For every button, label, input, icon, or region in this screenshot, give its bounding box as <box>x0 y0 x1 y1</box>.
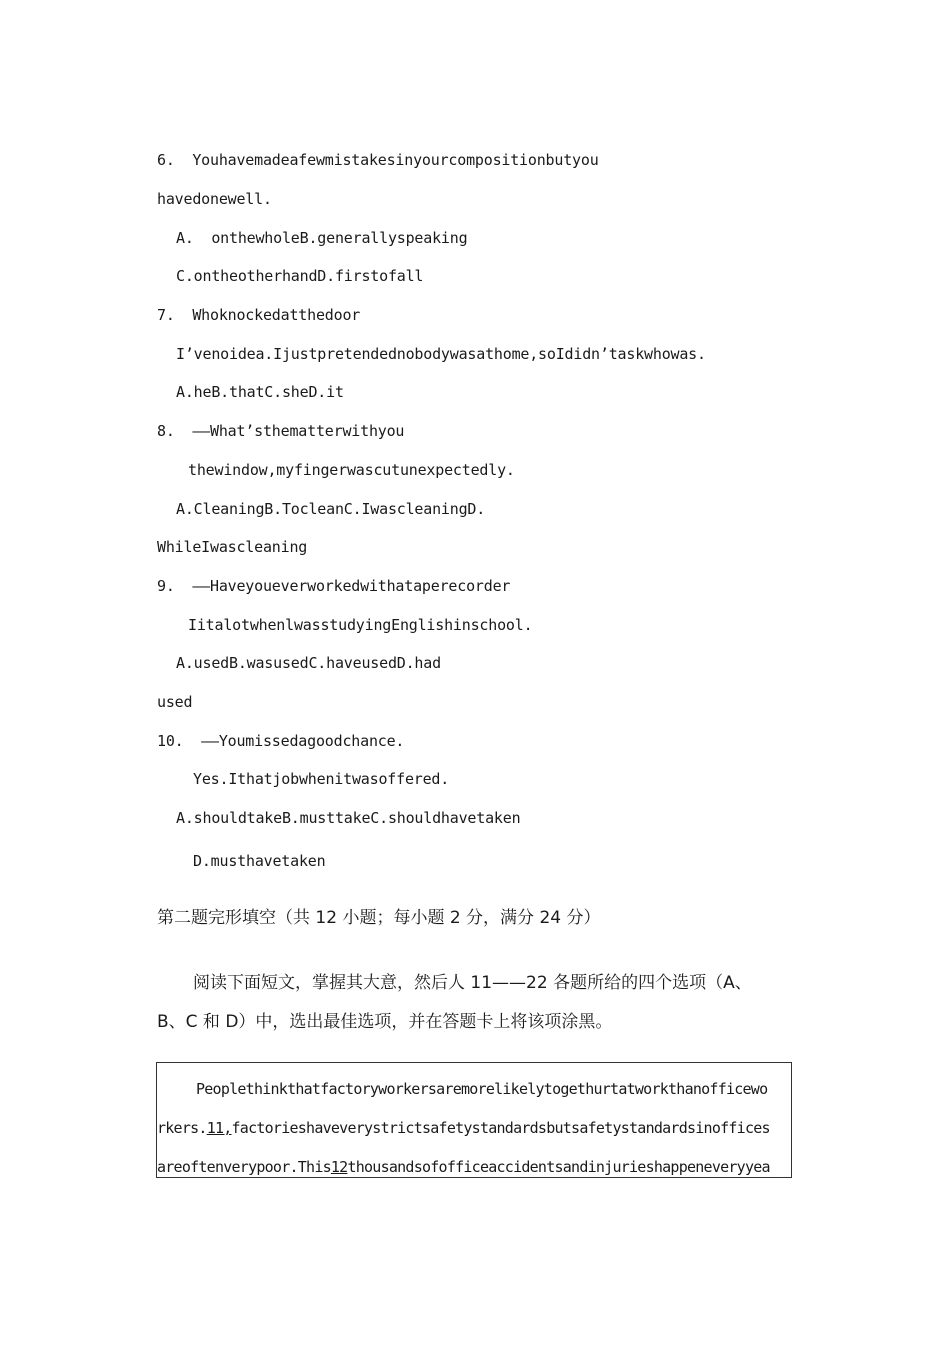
passage-line2-before: rkers. <box>157 1119 207 1137</box>
q6-stem-line1: 6. Youhavemadeafewmistakesinyourcompositionbutyou <box>157 151 599 169</box>
q6-stem-line2: havedonewell. <box>157 190 272 208</box>
passage-line2 <box>157 1118 770 1138</box>
section2-instruction-line2: B、C 和 D）中，选出最佳选项，并在答题卡上将该项涂黑。 <box>157 1012 613 1032</box>
blank-12: 12 <box>330 1158 348 1176</box>
cloze-passage-box <box>156 1062 792 1178</box>
q6-options-line2: C.ontheotherhandD.firstofall <box>176 267 424 285</box>
blank-11: 11, <box>206 1119 232 1137</box>
q9-stem-line2: IitalotwhenlwasstudyingEnglishinschool. <box>188 616 533 634</box>
passage-line3-before: areoftenverypoor.This <box>157 1158 331 1176</box>
q8-options-line1: A.CleaningB.TocleanC.IwascleaningD. <box>176 500 486 518</box>
q9-options-line1: A.usedB.wasusedC.haveusedD.had <box>176 654 441 672</box>
q9-stem-line1: 9. ——Haveyoueverworkedwithataperecorder <box>157 577 511 595</box>
q9-options-line2: used <box>157 693 193 711</box>
q7-options-line1: A.heB.thatC.sheD.it <box>176 383 344 401</box>
passage-line3 <box>157 1157 770 1177</box>
q7-stem-line2: I’venoidea.Ijustpretendednobodywasathome,soIdidn’taskwhowas. <box>176 345 706 363</box>
passage-line1: Peoplethinkthatfactoryworkersaremorelikelytogethurtatworkthanofficewo <box>196 1080 768 1098</box>
q7-stem-line1: 7. Whoknockedatthedoor <box>157 306 361 324</box>
q6-options-line1: A. onthewholeB.generallyspeaking <box>176 229 468 247</box>
passage-line2-after: factorieshaveverystrictsafetystandardsbutsafetystandardsinoffices <box>231 1119 770 1137</box>
q10-options-line1: A.shouldtakeB.musttakeC.shouldhavetaken <box>176 809 521 827</box>
q10-stem-line2: Yes.Ithatjobwhenitwasoffered. <box>193 770 450 788</box>
section2-instruction-line1: 阅读下面短文，掌握其大意，然后人 11——22 各题所给的四个选项（A、 <box>193 973 752 993</box>
q10-options-line2: D.musthavetaken <box>193 852 326 870</box>
q8-stem-line2: thewindow,myfingerwascutunexpectedly. <box>188 461 515 479</box>
passage-line3-after: thousandsofofficeaccidentsandinjurieshappeneveryyea <box>347 1158 770 1176</box>
section2-heading: 第二题完形填空（共 12 小题；每小题 2 分，满分 24 分） <box>157 908 601 928</box>
q8-stem-line1: 8. ——What’sthematterwithyou <box>157 422 405 440</box>
q8-options-line2: WhileIwascleaning <box>157 538 308 556</box>
q10-stem-line1: 10. ——Youmissedagoodchance. <box>157 732 405 750</box>
